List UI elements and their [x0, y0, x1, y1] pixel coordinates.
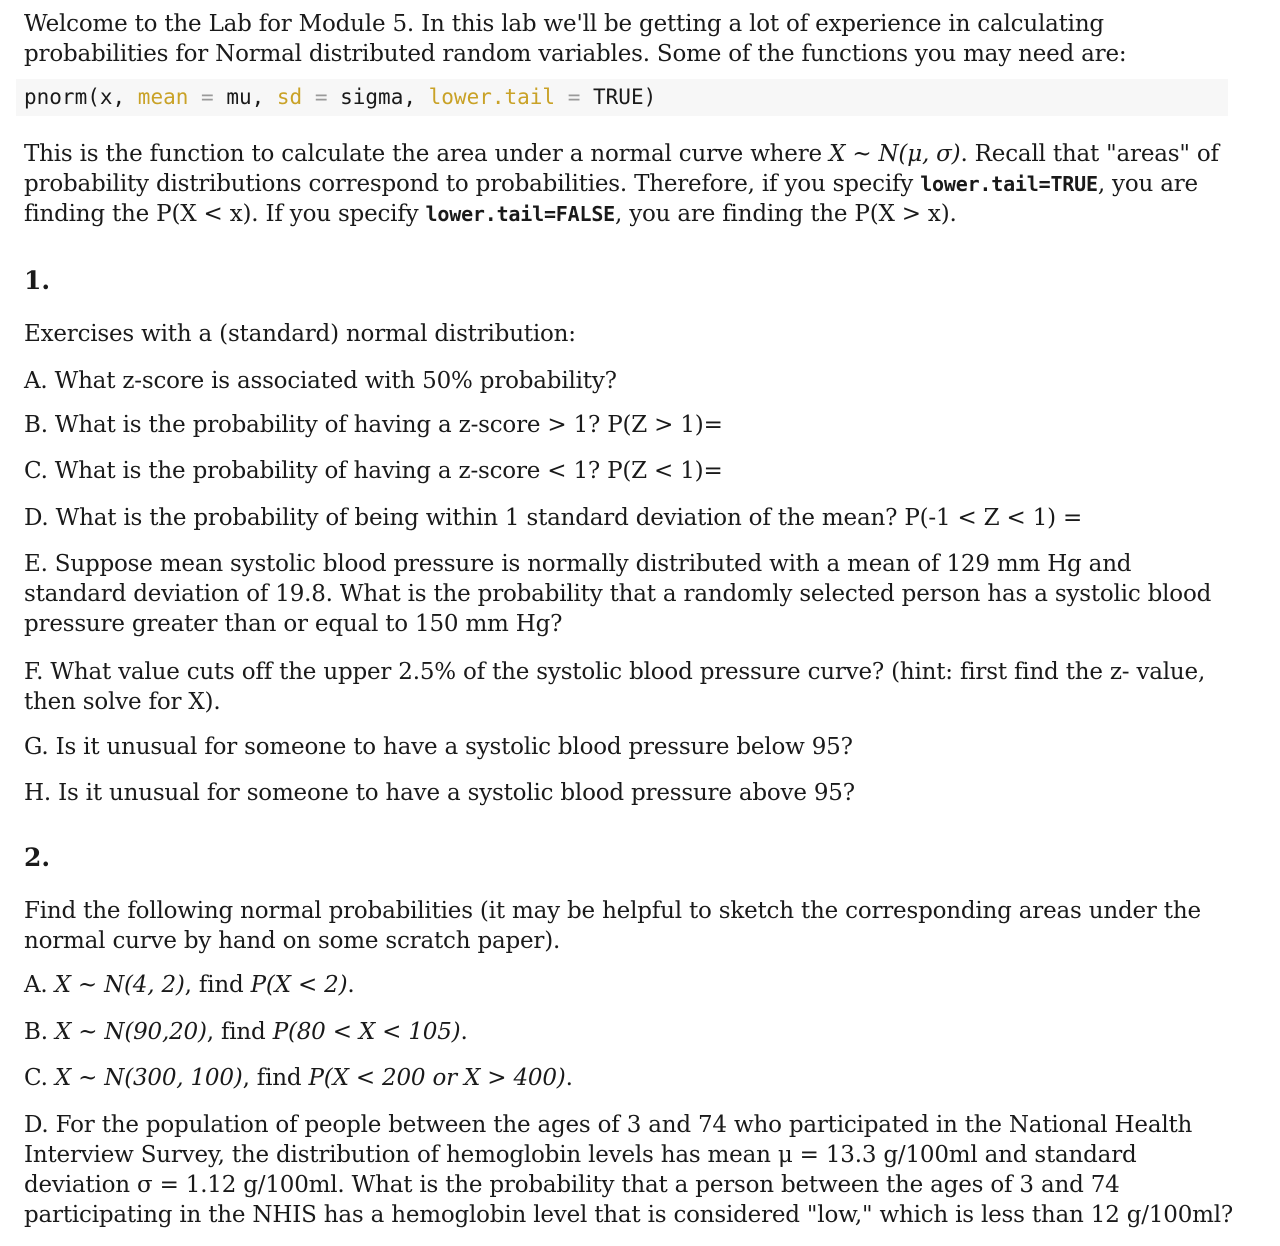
q-label: C. [24, 1065, 55, 1091]
explain-text: . Recall that "areas" of probability distributions correspond to probabilities. Therefore, if you specify [24, 141, 1219, 197]
section2-lead: Find the following normal probabilities (it may be helpful to sketch the corresponding areas under the normal curve by hand on some scratch paper). [24, 898, 1201, 954]
q-text: . [347, 972, 355, 998]
explain-text: , you are finding the P(X > x). [615, 201, 957, 227]
q-math: X ~ N(300, 100) [54, 1065, 243, 1091]
q-text: . [460, 1019, 468, 1045]
q-label: B. [24, 1019, 55, 1045]
explain-text: This is the function to calculate the area under a normal curve where [24, 141, 830, 167]
question-1c: C. What is the probability of having a z-score < 1? P(Z < 1)= [24, 458, 723, 484]
question-2d: D. For the population of people between the ages of 3 and 74 who participated in the National Health Interview Survey, the distribution of hemoglobin levels has mean μ = 13.3 g/100ml and standard deviation σ = 1.12 g/100ml. What is the probability that a person between the ages of 3 and 74 participating in the NHIS has a hemoglobin level that is considered "low," which is less than 12 g/100ml? [24, 1112, 1234, 1228]
code-eq: = [555, 85, 594, 109]
question-1b: B. What is the probability of having a z-score > 1? P(Z > 1)= [24, 412, 723, 438]
code-val-mu: mu, [226, 85, 277, 109]
q-math: X ~ N(4, 2) [54, 972, 185, 998]
code-arg-mean: mean [137, 85, 189, 109]
code-block-pnorm [16, 79, 1228, 116]
explain-math: X ~ N(μ, σ) [829, 141, 961, 167]
question-1h: H. Is it unusual for someone to have a systolic blood pressure above 95? [24, 780, 855, 806]
explanation-paragraph [24, 139, 1234, 229]
question-1a: A. What z-score is associated with 50% probability? [24, 368, 617, 394]
code-arg-sd: sd [276, 85, 303, 109]
code-eq: = [302, 85, 341, 109]
question-2c [24, 1063, 1234, 1093]
q-text: , find [242, 1065, 309, 1091]
explain-code: lower.tail=FALSE [425, 202, 616, 226]
q-math: P(X < 200 or X > 400) [308, 1065, 566, 1091]
intro-paragraph: Welcome to the Lab for Module 5. In this lab we'll be getting a lot of experience in calculating probabilities for Normal distributed random variables. Some of the functions you may need are: [24, 11, 1127, 67]
code-eq: = [188, 85, 227, 109]
explain-code: lower.tail=TRUE [920, 172, 1098, 196]
q-math: P(80 < X < 105) [272, 1019, 461, 1045]
explain-text: , you are finding the P(X < x). If you specify [24, 171, 1198, 227]
question-1f: F. What value cuts off the upper 2.5% of the systolic blood pressure curve? (hint: first find the z- value, then solve for X). [24, 659, 1206, 715]
code-arg-lower-tail: lower.tail [428, 85, 556, 109]
q-text: , find [206, 1019, 273, 1045]
q-text: , find [184, 972, 251, 998]
q-math: P(X < 2) [250, 972, 348, 998]
section1-lead: Exercises with a (standard) normal distribution: [24, 321, 576, 347]
code-val-sigma: sigma, [340, 85, 429, 109]
q-label: A. [24, 972, 55, 998]
q-math: X ~ N(90,20) [54, 1019, 207, 1045]
question-1d: D. What is the probability of being within 1 standard deviation of the mean? P(-1 < Z < 1) = [24, 505, 1083, 531]
code-val-true: TRUE) [593, 85, 657, 109]
section-heading-1: 1. [24, 266, 51, 295]
section-heading-2: 2. [24, 843, 51, 872]
q-text: . [565, 1065, 573, 1091]
question-2a [24, 970, 1234, 1000]
code-fn: pnorm(x, [24, 85, 138, 109]
question-1g: G. Is it unusual for someone to have a systolic blood pressure below 95? [24, 734, 853, 760]
question-2b [24, 1017, 1234, 1047]
question-1e: E. Suppose mean systolic blood pressure is normally distributed with a mean of 129 mm Hg and standard deviation of 19.8. What is the probability that a randomly selected person has a systolic blood pressure greater than or equal to 150 mm Hg? [24, 551, 1212, 637]
